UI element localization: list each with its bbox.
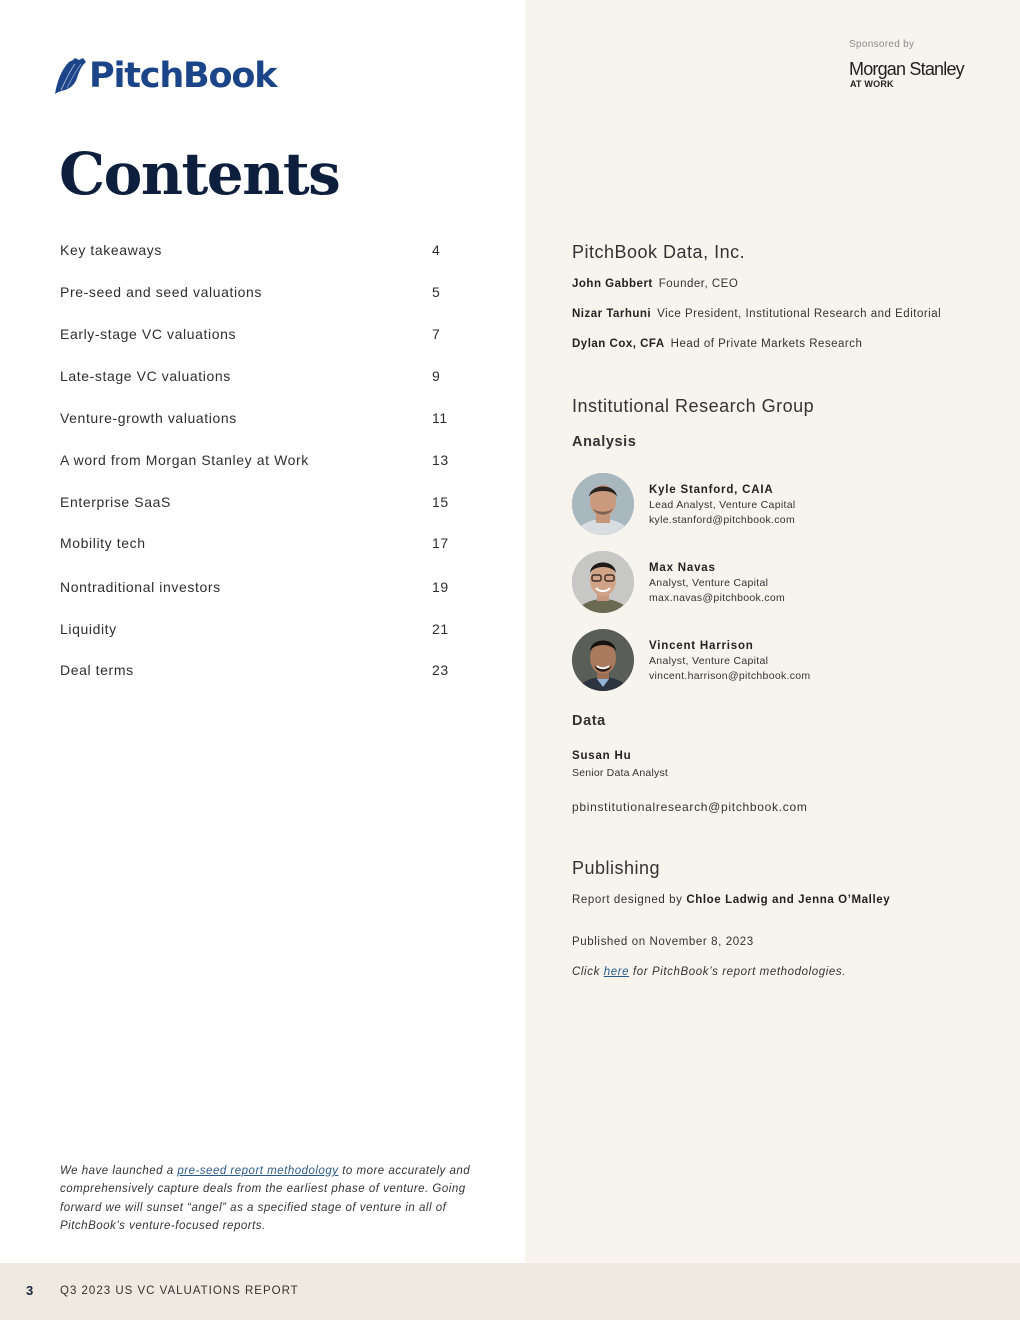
- toc-item-label: Deal terms: [60, 662, 134, 678]
- toc-item[interactable]: [60, 452, 460, 474]
- analyst-avatar: [572, 629, 634, 691]
- toc-item[interactable]: [60, 579, 460, 601]
- pitchbook-logo: [53, 55, 276, 97]
- toc-item-label: Venture-growth valuations: [60, 410, 237, 426]
- analyst-card: [572, 629, 952, 693]
- toc-item-label: Early-stage VC valuations: [60, 326, 237, 342]
- executive-row: [572, 308, 941, 320]
- toc-item[interactable]: [60, 368, 460, 390]
- contact-email[interactable]: pbinstitutionalresearch@pitchbook.com: [572, 800, 808, 814]
- toc-item[interactable]: [60, 494, 460, 516]
- page-title: Contents: [59, 140, 340, 208]
- toc-item-page: 23: [432, 662, 449, 678]
- analyst-role: Analyst, Venture Capital: [649, 655, 769, 667]
- toc-item[interactable]: [60, 410, 460, 432]
- analyst-card: [572, 551, 952, 615]
- company-heading: PitchBook Data, Inc.: [572, 242, 746, 262]
- toc-item-label: Key takeaways: [60, 242, 162, 258]
- toc-item-page: 5: [432, 284, 441, 300]
- analyst-email[interactable]: max.navas@pitchbook.com: [649, 592, 786, 604]
- toc-item-label: Late-stage VC valuations: [60, 368, 231, 384]
- analyst-card: [572, 473, 952, 537]
- research-group-heading: Institutional Research Group: [572, 396, 815, 416]
- executive-title: Founder, CEO: [658, 278, 739, 290]
- toc-item-label: A word from Morgan Stanley at Work: [60, 452, 309, 468]
- data-heading: Data: [572, 713, 606, 729]
- person-photo-icon: [572, 473, 634, 535]
- toc-item[interactable]: [60, 535, 460, 557]
- morgan-stanley-logo-sub: AT WORK: [850, 79, 894, 89]
- executive-title: Head of Private Markets Research: [670, 338, 863, 350]
- analyst-info: [649, 638, 810, 684]
- analyst-role: Analyst, Venture Capital: [649, 577, 769, 589]
- analyst-email[interactable]: vincent.harrison@pitchbook.com: [649, 670, 811, 682]
- analysis-heading: Analysis: [572, 434, 637, 450]
- toc-item-label: Liquidity: [60, 621, 117, 637]
- person-photo-icon: [572, 551, 634, 613]
- toc-item-page: 4: [432, 242, 441, 258]
- pre-seed-methodology-link[interactable]: pre-seed report methodology: [177, 1165, 339, 1177]
- designer-names: Chloe Ladwig and Jenna O’Malley: [686, 894, 891, 906]
- toc-item[interactable]: [60, 662, 460, 684]
- executive-name: Nizar Tarhuni: [572, 308, 652, 320]
- analyst-name: Vincent Harrison: [649, 640, 754, 652]
- executive-title: Vice President, Institutional Research and Editorial: [657, 308, 942, 320]
- toc-item-page: 21: [432, 621, 449, 637]
- methodology-text: Click: [572, 966, 604, 978]
- toc-item-page: 19: [432, 579, 449, 595]
- toc-item[interactable]: [60, 242, 460, 264]
- toc-item-label: Nontraditional investors: [60, 579, 221, 595]
- toc-item-label: Pre-seed and seed valuations: [60, 284, 263, 300]
- report-title: Q3 2023 US VC VALUATIONS REPORT: [60, 1285, 299, 1297]
- logo-text: PitchBook: [89, 56, 277, 96]
- analyst-name: Kyle Stanford, CAIA: [649, 484, 774, 496]
- analyst-role: Lead Analyst, Venture Capital: [649, 499, 796, 511]
- designed-by-line: [572, 894, 890, 906]
- executive-row: [572, 278, 738, 290]
- person-photo-icon: [572, 629, 634, 691]
- toc-item[interactable]: [60, 326, 460, 348]
- toc-item-page: 13: [432, 452, 449, 468]
- toc-item-page: 15: [432, 494, 449, 510]
- toc-item-page: 9: [432, 368, 441, 384]
- sponsor-label: Sponsored by: [849, 39, 915, 50]
- methodology-text: for PitchBook’s report methodologies.: [629, 966, 847, 978]
- toc-item-label: Enterprise SaaS: [60, 494, 171, 510]
- analyst-info: [649, 560, 785, 606]
- analyst-email[interactable]: kyle.stanford@pitchbook.com: [649, 514, 795, 526]
- toc-item[interactable]: [60, 621, 460, 643]
- pitchbook-leaf-icon: [53, 56, 87, 96]
- executive-name: John Gabbert: [572, 278, 653, 290]
- footnote-text: to more accurately and comprehensively capture deals from the earliest phase of venture. Going forward we will sunset “angel” as a specified stage of venture in all of PitchBook’s venture-focused reports.: [60, 1165, 471, 1232]
- data-analyst-name: Susan Hu: [572, 750, 632, 762]
- methodology-here-link[interactable]: here: [603, 966, 630, 978]
- analyst-avatar: [572, 551, 634, 613]
- methodology-footnote: [60, 1162, 480, 1235]
- analyst-info: [649, 482, 795, 528]
- morgan-stanley-logo: Morgan Stanley: [849, 59, 964, 79]
- footnote-text: We have launched a: [60, 1165, 178, 1177]
- toc-item-page: 7: [432, 326, 441, 342]
- methodology-line: [572, 966, 846, 978]
- toc-item-page: 11: [432, 410, 448, 426]
- executive-name: Dylan Cox, CFA: [572, 338, 665, 350]
- analyst-name: Max Navas: [649, 562, 716, 574]
- published-date: Published on November 8, 2023: [572, 936, 754, 948]
- data-analyst-role: Senior Data Analyst: [572, 767, 669, 779]
- analyst-avatar: [572, 473, 634, 535]
- executive-row: [572, 338, 862, 350]
- publishing-heading: Publishing: [572, 858, 661, 878]
- toc-item[interactable]: [60, 284, 460, 306]
- page-number: 3: [26, 1283, 34, 1298]
- toc-item-label: Mobility tech: [60, 535, 146, 551]
- designed-by-label: Report designed by: [572, 894, 683, 906]
- toc-item-page: 17: [432, 535, 449, 551]
